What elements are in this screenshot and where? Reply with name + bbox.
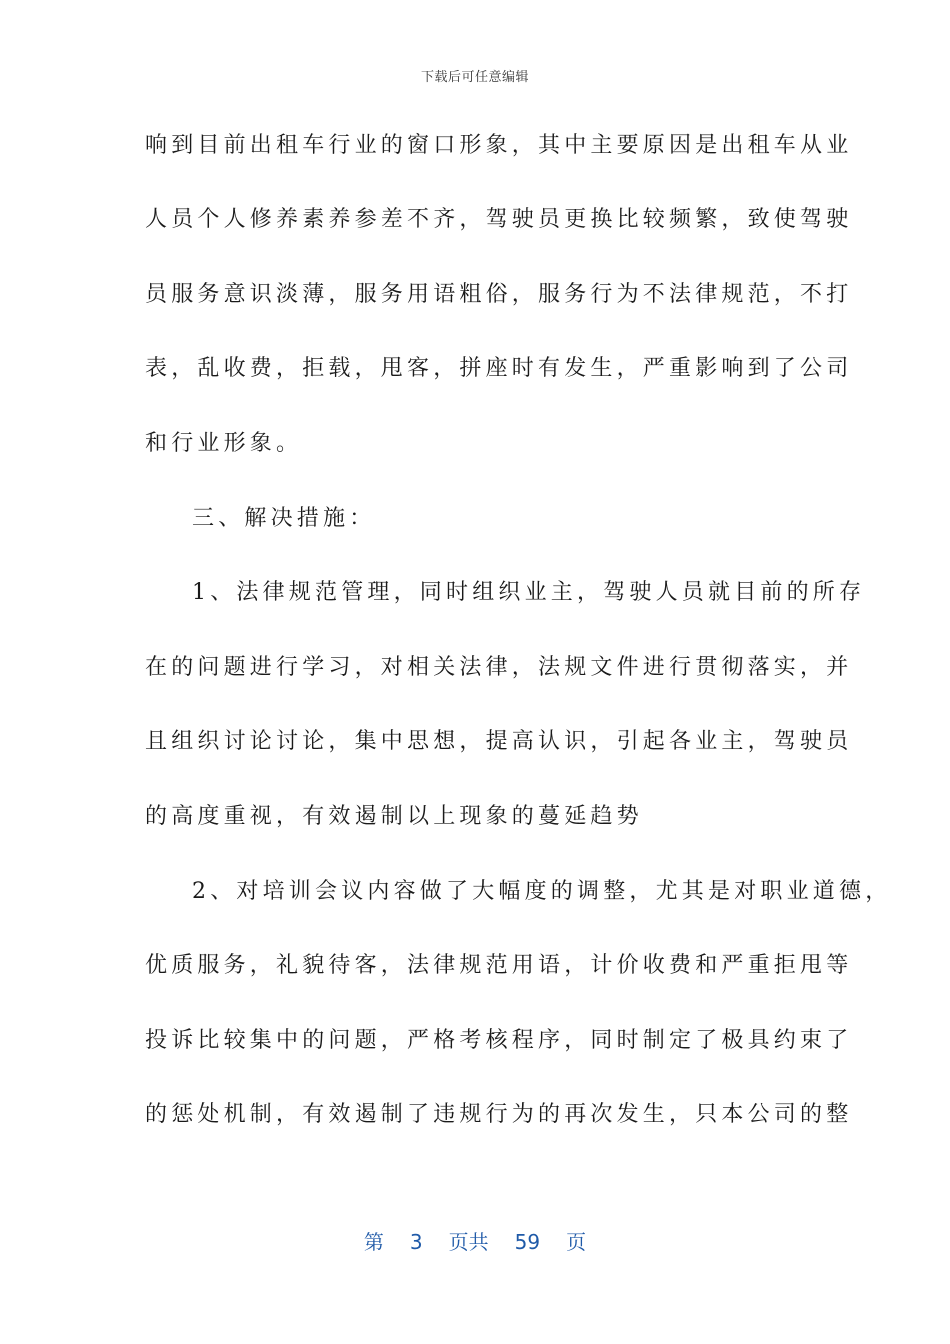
body-line: 优质服务，礼貌待客，法律规范用语，计价收费和严重拒甩等 [145, 953, 853, 978]
body-line: 1、法律规范管理，同时组织业主，驾驶人员就目前的所存 [192, 580, 866, 605]
body-line: 投诉比较集中的问题，严格考核程序，同时制定了极具约束了 [145, 1028, 853, 1053]
body-line: 且组织讨论讨论，集中思想，提高认识，引起各业主，驾驶员 [145, 729, 853, 754]
body-line: 人员个人修养素养参差不齐，驾驶员更换比较频繁，致使驾驶 [145, 207, 853, 232]
section-heading: 三、解决措施： [192, 506, 376, 531]
footer-prefix: 第 [363, 1230, 384, 1254]
page-footer [0, 1226, 950, 1255]
body-line: 2、对培训会议内容做了大幅度的调整，尤其是对职业道德， [192, 879, 892, 904]
body-line: 员服务意识淡薄，服务用语粗俗，服务行为不法律规范，不打 [145, 282, 853, 307]
body-line: 和行业形象。 [145, 431, 303, 456]
body-line: 的高度重视，有效遏制以上现象的蔓延趋势 [145, 804, 643, 829]
footer-middle: 页共 [448, 1230, 489, 1254]
body-line: 响到目前出租车行业的窗口形象，其中主要原因是出租车从业 [145, 133, 853, 158]
footer-suffix: 页 [566, 1230, 587, 1254]
body-line: 在的问题进行学习，对相关法律，法规文件进行贯彻落实，并 [145, 655, 853, 680]
footer-total-pages: 59 [514, 1230, 541, 1254]
body-line: 表，乱收费，拒载，甩客，拼座时有发生，严重影响到了公司 [145, 356, 853, 381]
footer-current-page: 3 [409, 1230, 423, 1254]
body-line: 的惩处机制，有效遏制了违规行为的再次发生，只本公司的整 [145, 1102, 853, 1127]
header-note: 下载后可任意编辑 [420, 70, 529, 85]
